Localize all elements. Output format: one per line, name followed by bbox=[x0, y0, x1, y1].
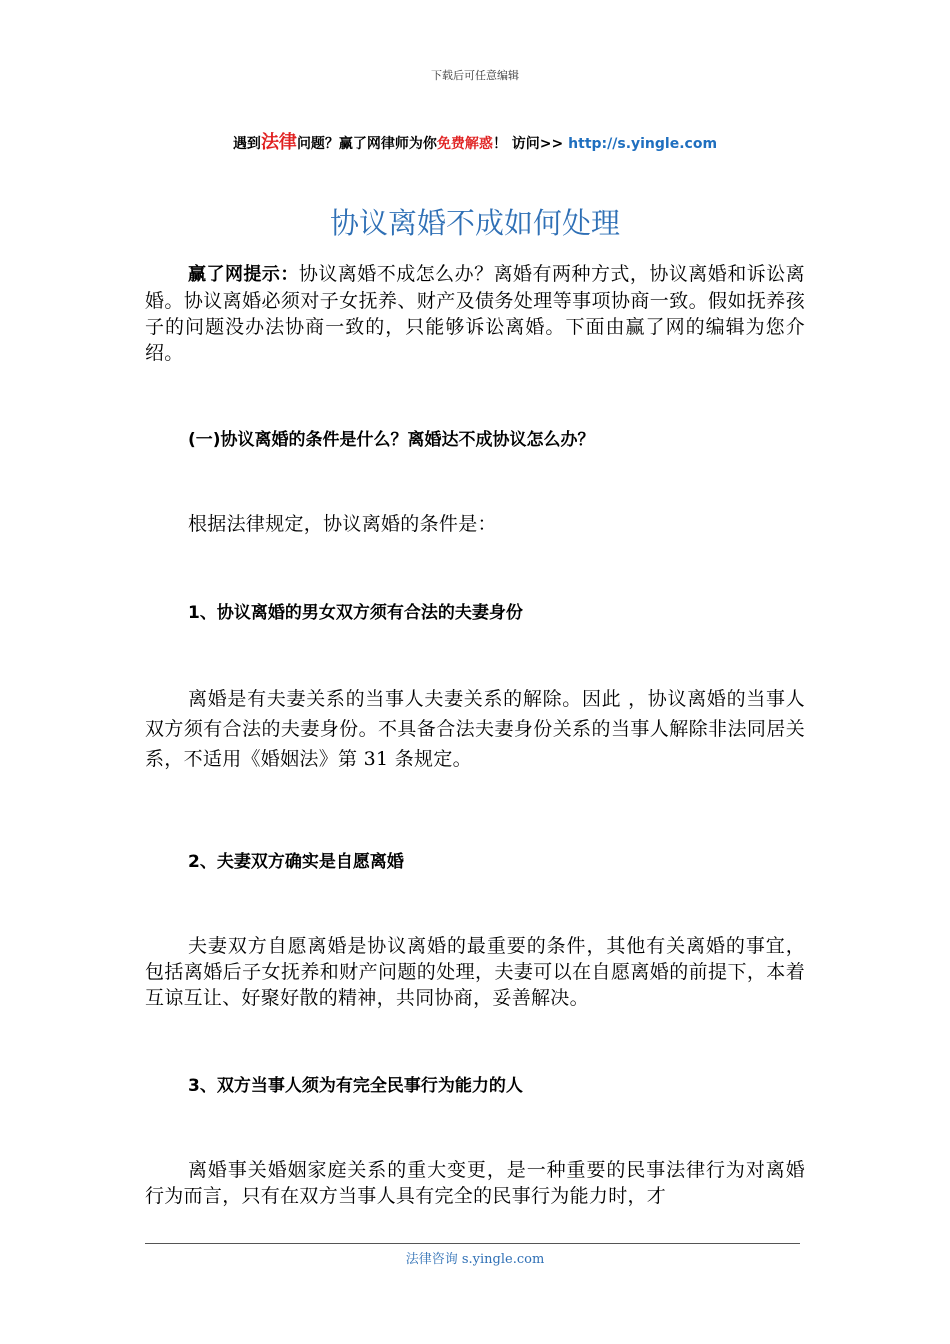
intro-lead: 赢了网提示： bbox=[188, 264, 299, 285]
intro-text: 协议离婚不成怎么办？离婚有两种方式，协议离婚和诉讼离婚。协议离婚必须对子女抚养、财产及债务处理等事项协商一致。假如抚养孩子的问题没办法协商一致的，只能够诉讼离婚。下面由赢了网的编辑为您介绍。 bbox=[145, 263, 805, 364]
promo-link[interactable]: http://s.yingle.com bbox=[568, 136, 718, 152]
footer-divider bbox=[145, 1243, 800, 1244]
promo-free-word: 免费解惑 bbox=[436, 136, 493, 152]
section-heading-2: 2、夫妻双方确实是自愿离婚 bbox=[188, 852, 404, 872]
promo-text-1: 遇到 bbox=[232, 136, 261, 152]
section-paragraph-1: 离婚是有夫妻关系的当事人夫妻关系的解除。因此 ，协议离婚的当事人双方须有合法的夫妻身份。不具备合法夫妻身份关系的当事人解除非法同居关系，不适用《婚姻法》第 31 条规定。 bbox=[145, 688, 805, 770]
section-paragraph-2: 夫妻双方自愿离婚是协议离婚的最重要的条件，其他有关离婚的事宜，包括离婚后子女抚养和财产问题的处理，夫妻可以在自愿离婚的前提下，本着互谅互让、好聚好散的精神，共同协商，妥善解决。 bbox=[145, 935, 805, 1009]
section-heading-0: (一)协议离婚的条件是什么？离婚达不成协议怎么办？ bbox=[188, 430, 595, 450]
promo-text-3: ！ 访问>> bbox=[492, 136, 569, 152]
section-paragraph-0: 根据法律规定，协议离婚的条件是： bbox=[188, 513, 497, 535]
section-paragraph-3: 离婚事关婚姻家庭关系的重大变更，是一种重要的民事法律行为对离婚行为而言，只有在双方当事人具有完全的民事行为能力时，才 bbox=[145, 1159, 805, 1207]
section-heading-3: 3、双方当事人须为有完全民事行为能力的人 bbox=[188, 1076, 523, 1096]
promo-law-word: 法律 bbox=[260, 132, 297, 153]
intro-paragraph bbox=[145, 261, 805, 366]
page-title: 协议离婚不成如何处理 bbox=[329, 206, 620, 240]
header-note: 下载后可任意编辑 bbox=[431, 69, 519, 82]
promo-banner bbox=[0, 128, 950, 154]
footer-link[interactable]: 法律咨询 s.yingle.com bbox=[405, 1252, 545, 1267]
section-heading-1: 1、协议离婚的男女双方须有合法的夫妻身份 bbox=[188, 603, 523, 623]
promo-text-2: 问题？赢了网律师为你 bbox=[296, 136, 437, 152]
